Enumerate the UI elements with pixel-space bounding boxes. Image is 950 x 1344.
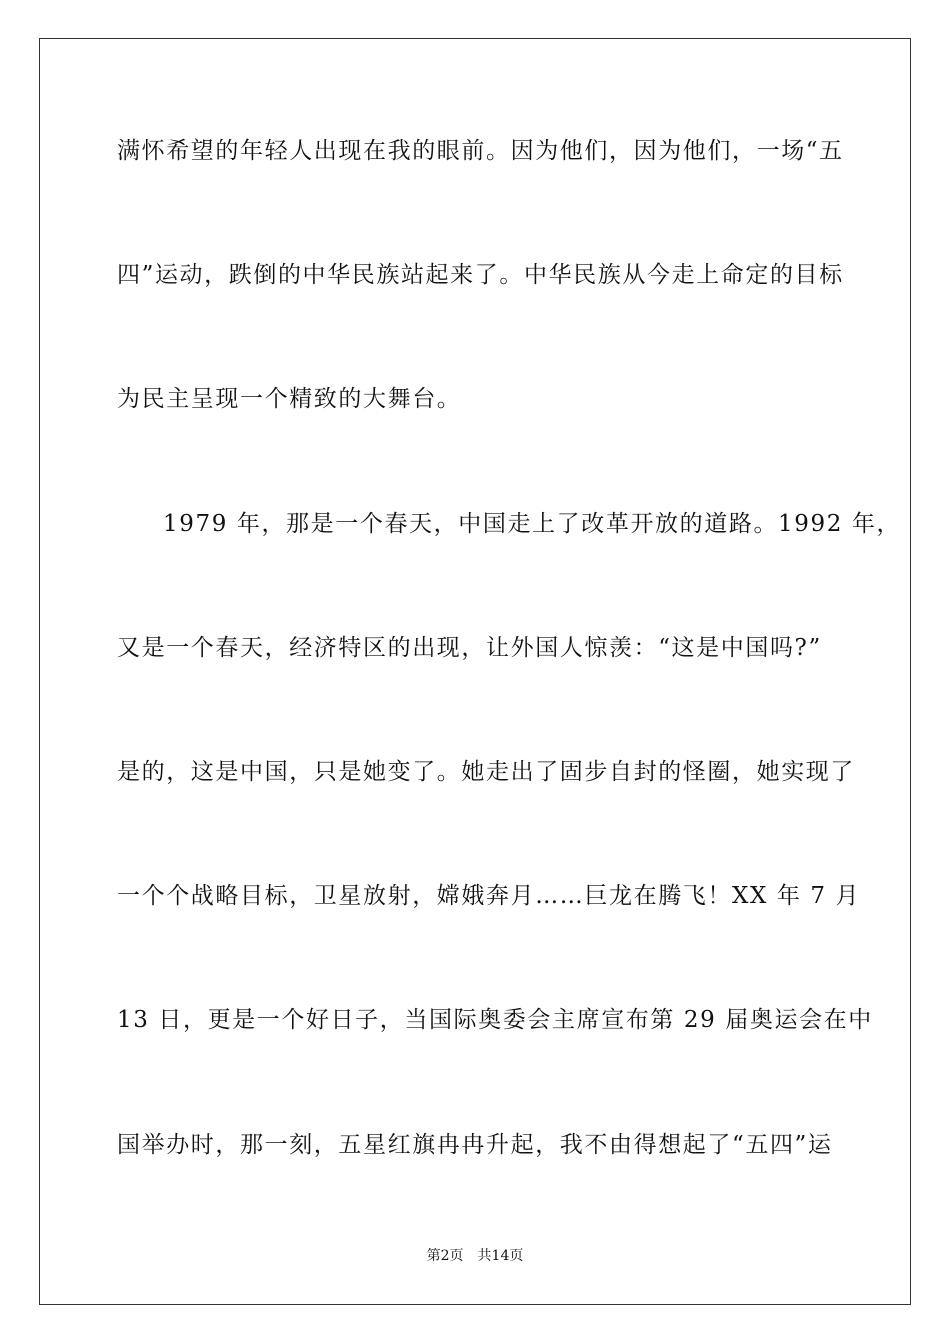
paragraph-line-3: 为民主呈现一个精致的大舞台。	[117, 386, 462, 412]
paragraph-line-1: 满怀希望的年轻人出现在我的眼前。因为他们，因为他们，一场“五	[117, 138, 844, 164]
page-number: 第2页	[426, 1248, 464, 1264]
paragraph-line-6: 是的，这是中国，只是她变了。她走出了固步自封的怪圈，她实现了	[117, 759, 855, 785]
paragraph-line-9: 国举办时，那一刻，五星红旗冉冉升起，我不由得想起了“五四”运	[117, 1132, 833, 1158]
paragraph-line-5: 又是一个春天，经济特区的出现，让外国人惊羡：“这是中国吗?”	[117, 635, 822, 661]
page-footer	[0, 1247, 950, 1265]
page-border	[39, 38, 911, 1305]
paragraph-line-4: 1979 年，那是一个春天，中国走上了改革开放的道路。1992 年，	[163, 511, 902, 537]
paragraph-line-7: 一个个战略目标，卫星放射，嫦娥奔月……巨龙在腾飞！XX 年 7 月	[117, 883, 861, 909]
total-pages: 共14页	[477, 1248, 524, 1264]
paragraph-line-8: 13 日，更是一个好日子，当国际奥委会主席宣布第 29 届奥运会在中	[117, 1007, 873, 1033]
paragraph-line-2: 四”运动，跌倒的中华民族站起来了。中华民族从今走上命定的目标	[117, 262, 844, 288]
